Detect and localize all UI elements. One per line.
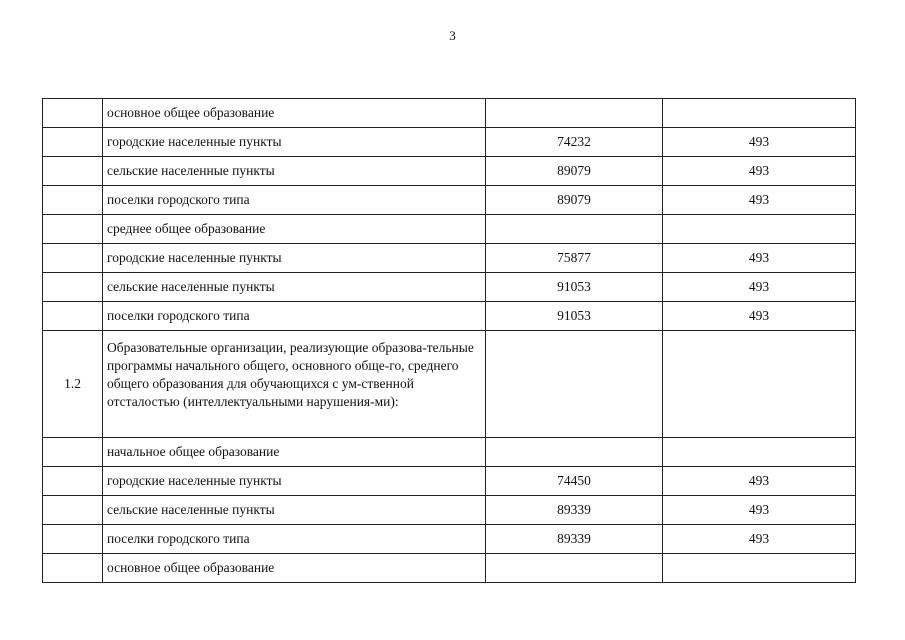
row-name: среднее общее образование	[103, 215, 486, 244]
row-name: сельские населенные пункты	[103, 157, 486, 186]
row-value-2: 493	[663, 244, 856, 273]
table-row	[43, 467, 856, 496]
row-value-1: 74232	[486, 128, 663, 157]
row-name: основное общее образование	[103, 99, 486, 128]
row-number	[43, 99, 103, 128]
row-number	[43, 273, 103, 302]
row-value-1: 89079	[486, 157, 663, 186]
row-value-1: 89079	[486, 186, 663, 215]
row-value-1: 89339	[486, 496, 663, 525]
row-number	[43, 128, 103, 157]
row-name: городские населенные пункты	[103, 128, 486, 157]
row-value-1	[486, 438, 663, 467]
row-value-2: 493	[663, 157, 856, 186]
row-value-2	[663, 331, 856, 438]
row-value-2: 493	[663, 496, 856, 525]
data-table	[42, 98, 856, 583]
table-row	[43, 302, 856, 331]
row-name: поселки городского типа	[103, 186, 486, 215]
row-number	[43, 554, 103, 583]
table-row	[43, 554, 856, 583]
row-number	[43, 525, 103, 554]
table-row	[43, 273, 856, 302]
row-name: основное общее образование	[103, 554, 486, 583]
row-value-1: 89339	[486, 525, 663, 554]
row-name: сельские населенные пункты	[103, 496, 486, 525]
row-name: поселки городского типа	[103, 302, 486, 331]
table-row	[43, 438, 856, 467]
row-value-1: 74450	[486, 467, 663, 496]
row-number: 1.2	[43, 331, 103, 438]
row-number	[43, 215, 103, 244]
table-row	[43, 128, 856, 157]
row-value-2	[663, 215, 856, 244]
row-value-1	[486, 331, 663, 438]
row-value-2	[663, 554, 856, 583]
row-number	[43, 302, 103, 331]
row-value-1: 91053	[486, 302, 663, 331]
row-value-2: 493	[663, 273, 856, 302]
row-value-2: 493	[663, 525, 856, 554]
table-row	[43, 186, 856, 215]
row-number	[43, 244, 103, 273]
row-number	[43, 496, 103, 525]
table-row	[43, 331, 856, 438]
table-row	[43, 244, 856, 273]
row-value-1	[486, 99, 663, 128]
row-number	[43, 157, 103, 186]
row-name: сельские населенные пункты	[103, 273, 486, 302]
row-name: Образовательные организации, реализующие образова-тельные программы начального общего, основного обще-го, среднего общего образования для обучающихся с ум-ственной отсталостью (интеллектуальными нарушения-ми):	[103, 331, 486, 438]
row-number	[43, 467, 103, 496]
table-row	[43, 496, 856, 525]
table-row	[43, 215, 856, 244]
row-value-1: 75877	[486, 244, 663, 273]
row-value-2	[663, 438, 856, 467]
table-row	[43, 157, 856, 186]
row-name: поселки городского типа	[103, 525, 486, 554]
page-number: 3	[449, 28, 456, 43]
row-number	[43, 186, 103, 215]
row-value-2	[663, 99, 856, 128]
row-name: городские населенные пункты	[103, 467, 486, 496]
row-value-1	[486, 554, 663, 583]
table-row	[43, 525, 856, 554]
row-value-1	[486, 215, 663, 244]
row-value-2: 493	[663, 302, 856, 331]
row-value-2: 493	[663, 128, 856, 157]
row-number	[43, 438, 103, 467]
row-name: начальное общее образование	[103, 438, 486, 467]
row-name: городские населенные пункты	[103, 244, 486, 273]
row-value-1: 91053	[486, 273, 663, 302]
row-value-2: 493	[663, 467, 856, 496]
row-value-2: 493	[663, 186, 856, 215]
table-row	[43, 99, 856, 128]
